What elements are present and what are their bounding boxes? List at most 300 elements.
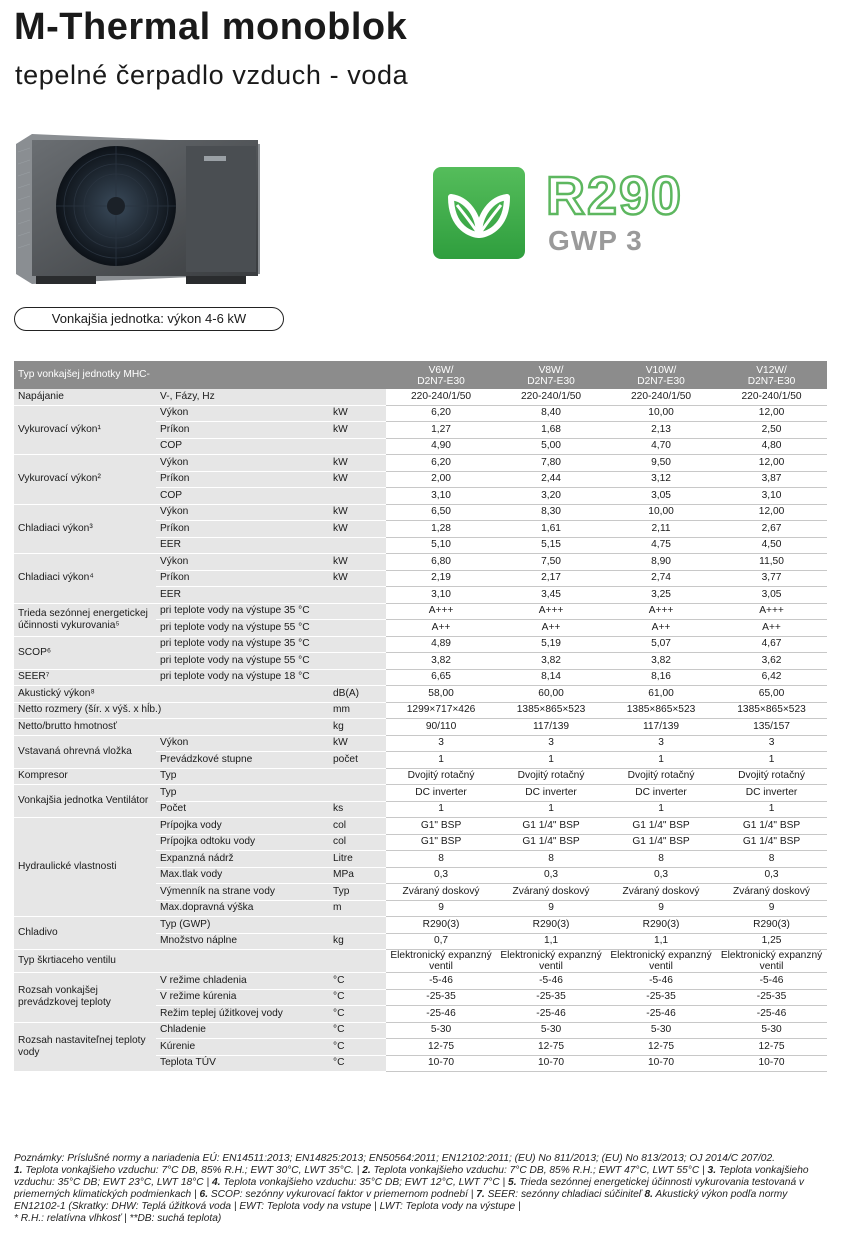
row-parameter: pri teplote vody na výstupe 55 °C — [156, 620, 331, 637]
row-parameter: V-, Fázy, Hz — [156, 389, 331, 405]
row-parameter: Príkon — [156, 570, 331, 587]
cell-value: 1 — [606, 752, 716, 769]
table-row — [14, 950, 827, 973]
cell-value: 8,30 — [496, 504, 606, 521]
row-unit: °C — [331, 1039, 386, 1056]
row-unit: m — [331, 900, 386, 917]
row-unit: °C — [331, 973, 386, 990]
cell-value: 10-70 — [496, 1055, 606, 1072]
table-row — [14, 455, 827, 472]
cell-value: 1 — [716, 801, 827, 818]
row-unit — [331, 603, 386, 620]
cell-value: 12,00 — [716, 504, 827, 521]
note-number: 2. — [362, 1165, 371, 1177]
cell-value: 1,28 — [386, 521, 496, 538]
cell-value: 220-240/1/50 — [496, 389, 606, 405]
cell-value: 12,00 — [716, 405, 827, 422]
cell-value: A+++ — [606, 603, 716, 620]
cell-value: -5-46 — [716, 973, 827, 990]
cell-value: 8,90 — [606, 554, 716, 571]
notes-intro: Poznámky: Príslušné normy a nariadenia EÚ: EN14511:2013; EN14825:2013; EN50564:2011; EN12102:2011; (EU) No 811/2013; (EU) No 813/2013; OJ 2014/C 207/02. — [14, 1153, 775, 1164]
cell-value: R290(3) — [606, 917, 716, 934]
row-parameter: Príkon — [156, 422, 331, 439]
row-unit — [331, 488, 386, 505]
cell-value: Elektronický expanzný ventil — [606, 950, 716, 973]
cell-value: 8,16 — [606, 669, 716, 686]
cell-value: 6,42 — [716, 669, 827, 686]
heat-pump-unit-image — [16, 134, 260, 290]
notes-footer: * R.H.: relatívna vlhkosť | **DB: suchá teplota) — [14, 1213, 222, 1225]
cell-value: 3,77 — [716, 570, 827, 587]
cell-value: 1 — [606, 801, 716, 818]
cell-value: G1 1/4" BSP — [496, 818, 606, 835]
cell-value: 3 — [386, 735, 496, 752]
row-unit — [331, 653, 386, 670]
row-parameter: Výkon — [156, 554, 331, 571]
row-parameter: Typ — [156, 785, 331, 802]
cell-value: 8 — [386, 851, 496, 868]
cell-value: 5-30 — [496, 1022, 606, 1039]
cell-value: 117/139 — [496, 719, 606, 736]
cell-value: 9 — [386, 900, 496, 917]
table-row — [14, 389, 827, 405]
row-parameter: Výkon — [156, 504, 331, 521]
table-row — [14, 1022, 827, 1039]
cell-value: 0,3 — [386, 867, 496, 884]
row-unit — [331, 768, 386, 785]
cell-value: 3,62 — [716, 653, 827, 670]
cell-value: 0,7 — [386, 933, 496, 950]
row-unit: Typ — [331, 884, 386, 901]
row-parameter: Prípojka odtoku vody — [156, 834, 331, 851]
cell-value: 1 — [386, 752, 496, 769]
note-text: Teplota vonkajšieho vzduchu: 7°C DB, 85% R.H.; EWT 30°C, LWT 35°C. | — [22, 1165, 363, 1177]
table-row — [14, 818, 827, 835]
cell-value: G1 1/4" BSP — [606, 818, 716, 835]
row-group-label: Netto/brutto hmotnosť — [14, 719, 331, 736]
cell-value: 1,61 — [496, 521, 606, 538]
cell-value: 10,00 — [606, 504, 716, 521]
row-unit — [331, 537, 386, 554]
cell-value: 3,87 — [716, 471, 827, 488]
row-parameter: Príkon — [156, 471, 331, 488]
row-group-label: Kompresor — [14, 768, 156, 785]
row-unit: ks — [331, 801, 386, 818]
cell-value: 6,20 — [386, 405, 496, 422]
cell-value: 10-70 — [606, 1055, 716, 1072]
row-unit: °C — [331, 1055, 386, 1072]
table-row — [14, 768, 827, 785]
row-parameter: Typ — [156, 768, 331, 785]
row-unit — [331, 636, 386, 653]
row-unit: col — [331, 834, 386, 851]
header-label: Typ vonkajšej jednotky MHC- — [14, 361, 386, 389]
cell-value: 12-75 — [716, 1039, 827, 1056]
note-text: Teplota vonkajšieho vzduchu: 35°C DB; EWT 23°C, LWT 18°C | — [14, 1165, 809, 1189]
cell-value: 0,3 — [606, 867, 716, 884]
cell-value: 1385×865×523 — [606, 702, 716, 719]
row-unit — [331, 950, 386, 973]
table-row — [14, 686, 827, 703]
cell-value: 4,90 — [386, 438, 496, 455]
row-group-label: Chladiaci výkon⁴ — [14, 554, 156, 604]
row-unit — [331, 438, 386, 455]
row-unit: col — [331, 818, 386, 835]
table-row — [14, 917, 827, 934]
cell-value: 90/110 — [386, 719, 496, 736]
row-unit — [331, 587, 386, 604]
page-subtitle: tepelné čerpadlo vzduch - voda — [15, 60, 409, 90]
row-unit: kW — [331, 455, 386, 472]
cell-value: 8 — [606, 851, 716, 868]
row-parameter: pri teplote vody na výstupe 55 °C — [156, 653, 331, 670]
cell-value: 8,40 — [496, 405, 606, 422]
model-column-header: V6W/ D2N7-E30 — [386, 361, 496, 389]
cell-value: -25-46 — [606, 1006, 716, 1023]
spec-table — [14, 361, 827, 1072]
cell-value: 9,50 — [606, 455, 716, 472]
row-unit: kW — [331, 405, 386, 422]
row-unit: kW — [331, 554, 386, 571]
row-parameter: Výkon — [156, 405, 331, 422]
cell-value: 5-30 — [716, 1022, 827, 1039]
cell-value: 2,19 — [386, 570, 496, 587]
cell-value: 1 — [386, 801, 496, 818]
cell-value: 2,00 — [386, 471, 496, 488]
cell-value: 220-240/1/50 — [716, 389, 827, 405]
row-unit: počet — [331, 752, 386, 769]
table-row — [14, 636, 827, 653]
table-row — [14, 603, 827, 620]
cell-value: 8,14 — [496, 669, 606, 686]
row-group-label: Chladiaci výkon³ — [14, 504, 156, 554]
row-unit: °C — [331, 1022, 386, 1039]
row-group-label: Rozsah nastaviteľnej teploty vody — [14, 1022, 156, 1072]
cell-value: 5,10 — [386, 537, 496, 554]
cell-value: 12-75 — [496, 1039, 606, 1056]
cell-value: -25-35 — [606, 989, 716, 1006]
cell-value: Dvojitý rotačný — [496, 768, 606, 785]
cell-value: G1 1/4" BSP — [606, 834, 716, 851]
row-unit — [331, 620, 386, 637]
cell-value: 60,00 — [496, 686, 606, 703]
row-unit: Litre — [331, 851, 386, 868]
row-parameter: COP — [156, 488, 331, 505]
row-unit: kW — [331, 570, 386, 587]
note-text: SEER: sezónny chladiaci súčiniteľ — [484, 1189, 645, 1201]
cell-value: 61,00 — [606, 686, 716, 703]
cell-value: R290(3) — [386, 917, 496, 934]
note-number: 5. — [508, 1177, 517, 1189]
model-column-header: V10W/ D2N7-E30 — [606, 361, 716, 389]
row-parameter: Výmenník na strane vody — [156, 884, 331, 901]
row-unit — [331, 389, 386, 405]
cell-value: 3,82 — [496, 653, 606, 670]
eco-leaf-icon — [433, 167, 525, 259]
cell-value: -5-46 — [496, 973, 606, 990]
cell-value: A+++ — [386, 603, 496, 620]
spec-table-header — [14, 361, 827, 389]
cell-value: 0,3 — [716, 867, 827, 884]
note-text: Akustický výkon podľa normy EN12102-1 (Skratky: DHW: Teplá úžitková voda | EWT: Teplota vody na vstupe | LWT: Teplota vody na výstupe | — [14, 1189, 788, 1213]
cell-value: 10-70 — [386, 1055, 496, 1072]
cell-value: DC inverter — [606, 785, 716, 802]
footnotes — [14, 1153, 814, 1226]
row-parameter: pri teplote vody na výstupe 35 °C — [156, 636, 331, 653]
cell-value: 1385×865×523 — [496, 702, 606, 719]
row-unit — [331, 785, 386, 802]
cell-value: DC inverter — [386, 785, 496, 802]
row-unit: kW — [331, 735, 386, 752]
cell-value: 4,80 — [716, 438, 827, 455]
cell-value: A++ — [496, 620, 606, 637]
row-parameter: Kúrenie — [156, 1039, 331, 1056]
row-parameter: Max.tlak vody — [156, 867, 331, 884]
row-unit: kW — [331, 422, 386, 439]
spec-table-body — [14, 389, 827, 1072]
cell-value: 5,15 — [496, 537, 606, 554]
model-column-header: V8W/ D2N7-E30 — [496, 361, 606, 389]
row-group-label: Hydraulické vlastnosti — [14, 818, 156, 917]
table-row — [14, 554, 827, 571]
cell-value: 5-30 — [386, 1022, 496, 1039]
row-parameter: EER — [156, 587, 331, 604]
table-row — [14, 735, 827, 752]
row-unit: kW — [331, 521, 386, 538]
row-unit: °C — [331, 989, 386, 1006]
note-number: 8. — [644, 1189, 653, 1201]
model-column-header: V12W/ D2N7-E30 — [716, 361, 827, 389]
note-number: 4. — [211, 1177, 221, 1189]
note-number: 7. — [476, 1189, 485, 1201]
cell-value: 1 — [496, 801, 606, 818]
cell-value: 4,89 — [386, 636, 496, 653]
page-title: M-Thermal monoblok — [14, 6, 408, 48]
cell-value: 1299×717×426 — [386, 702, 496, 719]
cell-value: DC inverter — [496, 785, 606, 802]
row-group-label: Typ škrtiaceho ventilu — [14, 950, 331, 973]
row-group-label: Trieda sezónnej energetickej účinnosti vykurovania⁵ — [14, 603, 156, 636]
row-group-label: Akustický výkon⁸ — [14, 686, 331, 703]
cell-value: G1 1/4" BSP — [716, 834, 827, 851]
row-parameter: Prípojka vody — [156, 818, 331, 835]
cell-value: -25-35 — [716, 989, 827, 1006]
row-parameter: Max.dopravná výška — [156, 900, 331, 917]
cell-value: 220-240/1/50 — [386, 389, 496, 405]
cell-value: 2,44 — [496, 471, 606, 488]
cell-value: 1,1 — [606, 933, 716, 950]
cell-value: 1 — [496, 752, 606, 769]
cell-value: 0,3 — [496, 867, 606, 884]
table-row — [14, 785, 827, 802]
cell-value: A+++ — [496, 603, 606, 620]
cell-value: 2,67 — [716, 521, 827, 538]
row-parameter: pri teplote vody na výstupe 18 °C — [156, 669, 331, 686]
row-group-label: Netto rozmery (šír. x výš. x hĺb.) — [14, 702, 331, 719]
table-row — [14, 719, 827, 736]
note-number: 1. — [14, 1165, 23, 1177]
row-unit: kg — [331, 933, 386, 950]
row-parameter: V režime kúrenia — [156, 989, 331, 1006]
note-text: Trieda sezónnej energetickej účinnosti vykurovania testovaná v priemerných klimatických podmienkach | — [14, 1177, 805, 1201]
row-group-label: Vykurovací výkon¹ — [14, 405, 156, 455]
cell-value: 9 — [606, 900, 716, 917]
row-parameter: Expanzná nádrž — [156, 851, 331, 868]
outdoor-unit-label: Vonkajšia jednotka: výkon 4-6 kW — [14, 307, 284, 331]
row-parameter: COP — [156, 438, 331, 455]
cell-value: 3,10 — [386, 488, 496, 505]
row-group-label: Rozsah vonkajšej prevádzkovej teploty — [14, 973, 156, 1023]
cell-value: 220-240/1/50 — [606, 389, 716, 405]
row-parameter: Režim teplej úžitkovej vody — [156, 1006, 331, 1023]
cell-value: A++ — [386, 620, 496, 637]
cell-value: Dvojitý rotačný — [716, 768, 827, 785]
cell-value: 1,68 — [496, 422, 606, 439]
cell-value: -5-46 — [606, 973, 716, 990]
cell-value: 58,00 — [386, 686, 496, 703]
cell-value: 11,50 — [716, 554, 827, 571]
cell-value: 3,05 — [606, 488, 716, 505]
cell-value: 12-75 — [606, 1039, 716, 1056]
cell-value: 3,12 — [606, 471, 716, 488]
cell-value: 12-75 — [386, 1039, 496, 1056]
cell-value: 3,20 — [496, 488, 606, 505]
row-group-label: SEER⁷ — [14, 669, 156, 686]
cell-value: 2,17 — [496, 570, 606, 587]
cell-value: 1,27 — [386, 422, 496, 439]
cell-value: 7,80 — [496, 455, 606, 472]
cell-value: 9 — [716, 900, 827, 917]
cell-value: 5,07 — [606, 636, 716, 653]
row-group-label: Vstavaná ohrevná vložka — [14, 735, 156, 768]
cell-value: 5,19 — [496, 636, 606, 653]
cell-value: 1 — [716, 752, 827, 769]
cell-value: G1 1/4" BSP — [716, 818, 827, 835]
cell-value: 1,25 — [716, 933, 827, 950]
row-unit: MPa — [331, 867, 386, 884]
row-parameter: Typ (GWP) — [156, 917, 331, 934]
row-parameter: Výkon — [156, 455, 331, 472]
cell-value: 3 — [496, 735, 606, 752]
cell-value: 2,74 — [606, 570, 716, 587]
row-group-label: Chladivo — [14, 917, 156, 950]
cell-value: 2,11 — [606, 521, 716, 538]
cell-value: A++ — [606, 620, 716, 637]
cell-value: Zváraný doskový — [716, 884, 827, 901]
row-unit: kg — [331, 719, 386, 736]
cell-value: 9 — [496, 900, 606, 917]
table-row — [14, 973, 827, 990]
row-parameter: V režime chladenia — [156, 973, 331, 990]
cell-value: Dvojitý rotačný — [386, 768, 496, 785]
row-unit: kW — [331, 504, 386, 521]
cell-value: Dvojitý rotačný — [606, 768, 716, 785]
cell-value: -25-46 — [496, 1006, 606, 1023]
table-row — [14, 702, 827, 719]
cell-value: 6,65 — [386, 669, 496, 686]
cell-value: 10,00 — [606, 405, 716, 422]
cell-value: 4,70 — [606, 438, 716, 455]
cell-value: -5-46 — [386, 973, 496, 990]
cell-value: 6,80 — [386, 554, 496, 571]
cell-value: G1" BSP — [386, 834, 496, 851]
row-group-label: Vonkajšia jednotka Ventilátor — [14, 785, 156, 818]
row-parameter: Počet — [156, 801, 331, 818]
refrigerant-name: R290 — [546, 166, 684, 226]
cell-value: 3 — [606, 735, 716, 752]
cell-value: 4,67 — [716, 636, 827, 653]
row-group-label: SCOP⁶ — [14, 636, 156, 669]
cell-value: -25-46 — [386, 1006, 496, 1023]
cell-value: R290(3) — [716, 917, 827, 934]
cell-value: 6,50 — [386, 504, 496, 521]
row-unit: kW — [331, 471, 386, 488]
cell-value: 5,00 — [496, 438, 606, 455]
cell-value: 8 — [716, 851, 827, 868]
note-text: SCOP: sezónny vykurovací faktor v priemernom podnebí | — [208, 1189, 477, 1201]
row-unit: °C — [331, 1006, 386, 1023]
refrigerant-gwp: GWP 3 — [548, 225, 643, 256]
note-number: 3. — [707, 1165, 717, 1177]
cell-value: G1" BSP — [386, 818, 496, 835]
cell-value: A+++ — [716, 603, 827, 620]
cell-value: Zváraný doskový — [386, 884, 496, 901]
cell-value: 3,82 — [606, 653, 716, 670]
cell-value: DC inverter — [716, 785, 827, 802]
cell-value: 4,75 — [606, 537, 716, 554]
cell-value: 3,82 — [386, 653, 496, 670]
row-parameter: Teplota TÚV — [156, 1055, 331, 1072]
cell-value: R290(3) — [496, 917, 606, 934]
row-parameter: Prevádzkové stupne — [156, 752, 331, 769]
cell-value: Zváraný doskový — [496, 884, 606, 901]
cell-value: 3,10 — [716, 488, 827, 505]
table-row — [14, 504, 827, 521]
cell-value: 3,05 — [716, 587, 827, 604]
cell-value: 8 — [496, 851, 606, 868]
cell-value: 117/139 — [606, 719, 716, 736]
cell-value: 3,10 — [386, 587, 496, 604]
row-parameter: Množstvo náplne — [156, 933, 331, 950]
cell-value: A++ — [716, 620, 827, 637]
cell-value: 1385×865×523 — [716, 702, 827, 719]
cell-value: Zváraný doskový — [606, 884, 716, 901]
cell-value: 2,50 — [716, 422, 827, 439]
cell-value: 3,45 — [496, 587, 606, 604]
cell-value: 5-30 — [606, 1022, 716, 1039]
note-text: Teplota vonkajšieho vzduchu: 7°C DB, 85% R.H.; EWT 47°C, LWT 55°C | — [370, 1165, 708, 1177]
cell-value: -25-35 — [496, 989, 606, 1006]
row-parameter: Chladenie — [156, 1022, 331, 1039]
row-unit: mm — [331, 702, 386, 719]
cell-value: 12,00 — [716, 455, 827, 472]
table-row — [14, 405, 827, 422]
cell-value: 4,50 — [716, 537, 827, 554]
cell-value: 3,25 — [606, 587, 716, 604]
row-unit: dB(A) — [331, 686, 386, 703]
cell-value: Elektronický expanzný ventil — [386, 950, 496, 973]
row-unit — [331, 669, 386, 686]
row-parameter: EER — [156, 537, 331, 554]
note-number: 6. — [199, 1189, 209, 1201]
cell-value: 135/157 — [716, 719, 827, 736]
cell-value: -25-35 — [386, 989, 496, 1006]
row-group-label: Vykurovací výkon² — [14, 455, 156, 505]
row-parameter: Výkon — [156, 735, 331, 752]
note-text: Teplota vonkajšieho vzduchu: 35°C DB; EWT 12°C, LWT 7°C | — [220, 1177, 509, 1189]
row-parameter: pri teplote vody na výstupe 35 °C — [156, 603, 331, 620]
cell-value: 7,50 — [496, 554, 606, 571]
